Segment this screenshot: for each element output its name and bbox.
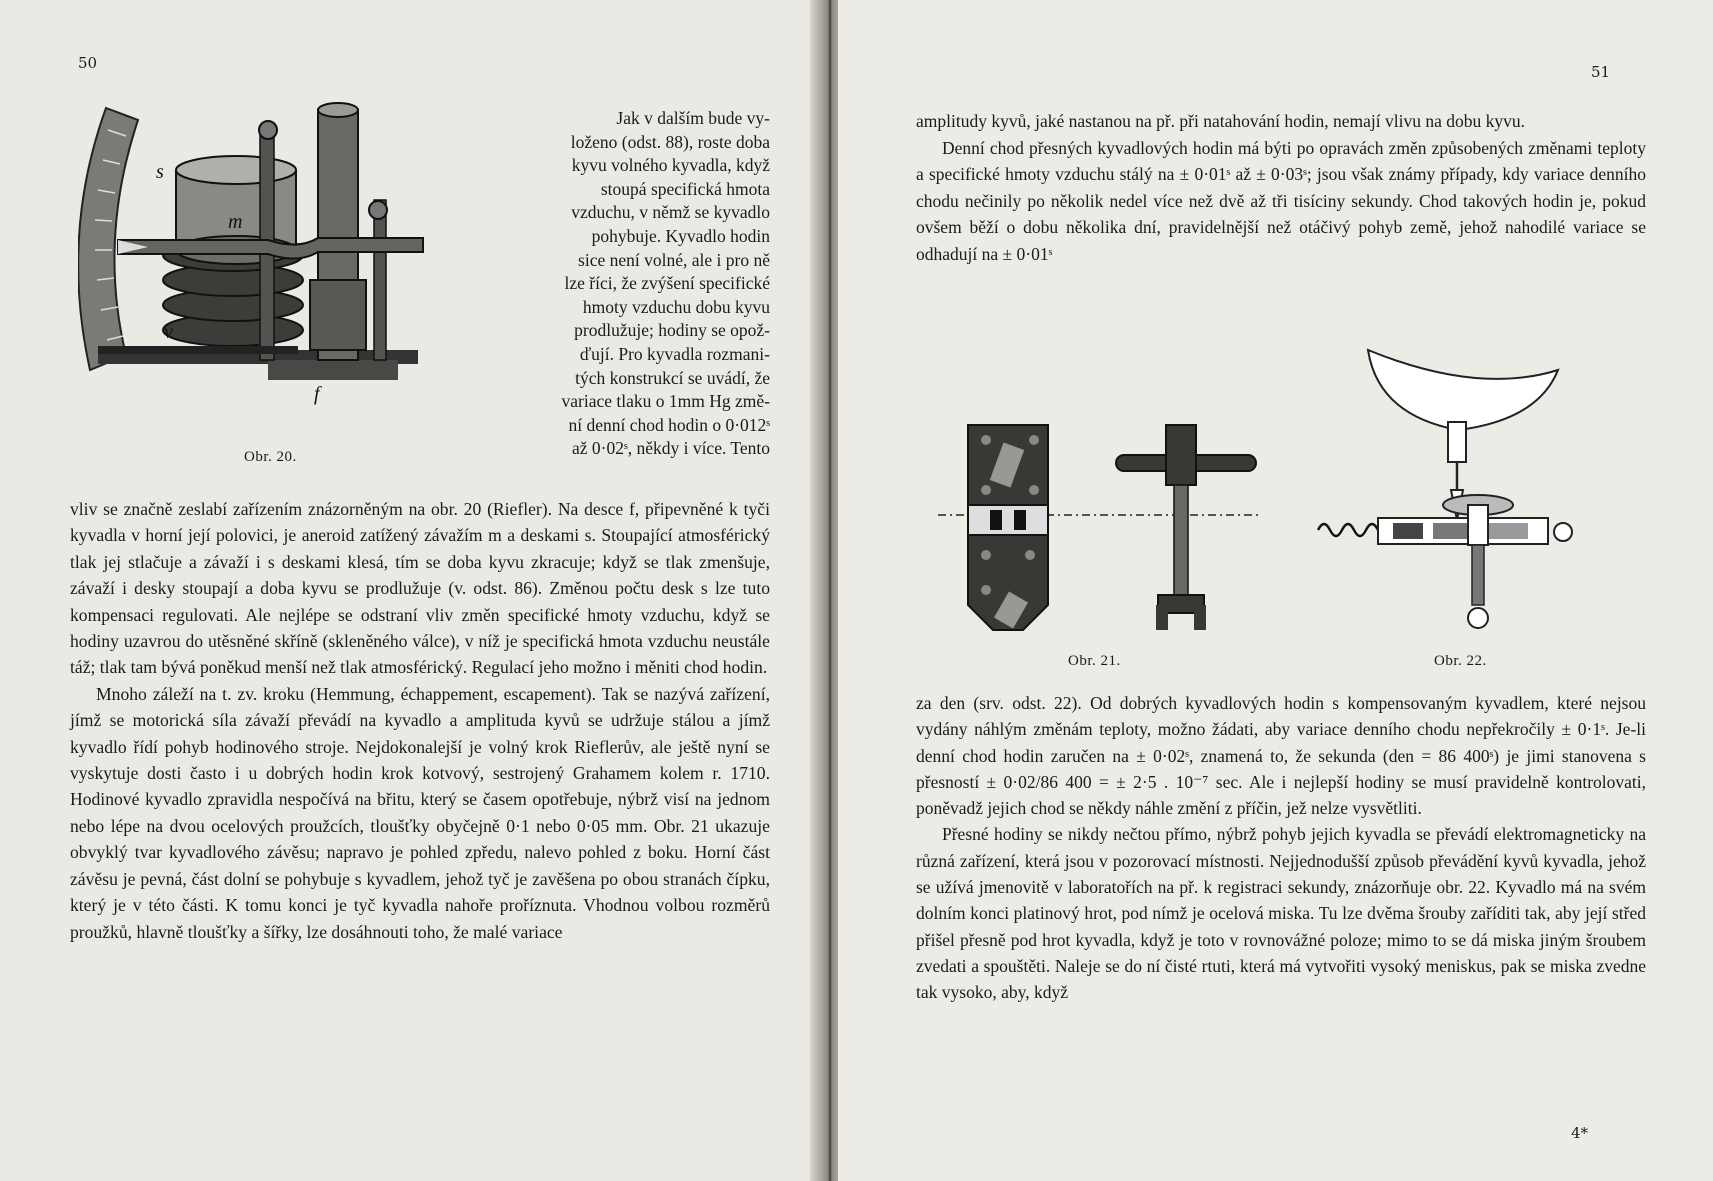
wrap-text-column <box>502 107 770 461</box>
wrap-line: vzduchu, v němž se kyvadlo <box>571 202 770 223</box>
wrap-line: hmoty vzduchu dobu kyvu <box>582 296 770 317</box>
wrap-line: sice není volné, ale i pro ně <box>578 249 770 270</box>
wrap-line: loženo (odst. 88), roste doba <box>570 131 770 152</box>
left-page <box>0 0 831 1181</box>
paragraph: vliv se značně zeslabí zařízením znázorněným na obr. 20 (Riefler). Na desce f, připevněné k tyči kyvadla v horní její polovici, je aneroid zatížený závažím m a deskami s. Stoupající atmosférický tlak jej stlačuje a závaží i s deskami klesá, tím se doba kyvu zkracuje; když se tlak zmenšuje, závaží i desky stoupají a doba kyvu se prodlužuje (v. odst. 86). Změnou počtu desk s lze tuto kompensaci regulovati. Ale nejlépe se odstraní vliv změn specifické hmoty vzduchu, když se hodiny uzavrou do utěsněné skříně (skleněného válce), v níž je specifická hmota vzduchu neustále táž; tlak tam bývá poněkud menší než tlak atmosférický. Regulací jeho možno i měniti chod hodin. <box>70 499 770 678</box>
wrap-line: ní denní chod hodin o 0·012ˢ <box>568 414 770 435</box>
wrap-line: stoupá specifická hmota <box>600 178 770 199</box>
wrap-line: kyvu volného kyvadla, když <box>571 155 770 176</box>
figure-22-caption: Obr. 22. <box>1434 653 1487 669</box>
wrap-line: tých konstrukcí se uvádí, že <box>575 367 770 388</box>
figure-20-aneroid-illustration <box>78 100 458 450</box>
page-number-left: 50 <box>78 54 98 72</box>
figure-21-caption: Obr. 21. <box>1068 653 1121 669</box>
label-v: v <box>164 321 173 343</box>
signature-mark: 4* <box>1571 1124 1589 1142</box>
wrap-line: lze říci, že zvýšení specifické <box>564 273 770 294</box>
wrap-line: ďují. Pro kyvadla rozmani- <box>579 343 770 364</box>
wrap-line: pohybuje. Kyvadlo hodin <box>591 225 770 246</box>
figure-22-mercury-contact <box>1308 340 1598 640</box>
right-page <box>838 0 1713 1181</box>
left-main-text <box>70 496 770 945</box>
label-f: f <box>314 383 320 405</box>
page-number-right: 51 <box>1591 63 1611 81</box>
wrap-line: variace tlaku o 1mm Hg změ- <box>561 391 770 412</box>
paragraph: za den (srv. odst. 22). Od dobrých kyvadlových hodin s kompensovaným kyvadlem, které nejsou vydány náhlým změnám teploty, možno žádati, aby variace denního chodu nepřekročily ± 0·1ˢ. Je-li denní chod hodin zaručen na ± 0·02ˢ, znamená to, že sekunda (den = 86 400ˢ) je jimi stanovena s přesností ± 0·02/86 400 = ± 2·5 . 10⁻⁷ sec. Ale i nejlepší hodiny se musí pravidelně kontrolovati, poněvadž jejich chod se někdy náhle změní z příčin, jež nelze vysvětliti. <box>916 693 1646 819</box>
right-top-text <box>916 108 1646 268</box>
wrap-line: prodlužuje; hodiny se opož- <box>574 320 770 341</box>
wrap-line: až 0·02ˢ, někdy i více. Tento <box>571 438 770 459</box>
label-m: m <box>228 211 243 233</box>
paragraph: Mnoho záleží na t. zv. kroku (Hemmung, échappement, escapement). Tak se nazývá zařízení, jímž se motorická síla závaží převádí na kyvadlo a amplituda kyvů se udržuje stálou a jímž kyvadlo řídí pohyb hodinového stroje. Nejdokonalejší je volný krok Rieflerův, ale ještě nyní se vyskytuje dosti často i u dobrých hodin krok kotvový, sestrojený Grahamem kolem r. 1710. Hodinové kyvadlo zpravidla nespočívá na břitu, který se časem opotřebuje, nýbrž visí na jednom nebo lépe na dvou ocelových proužcích, tloušťky obyčejně 0·1 nebo 0·05 mm. Obr. 21 ukazuje obvyklý tvar kyvadlového závěsu; napravo je pohled zpředu, nalevo pohled z boku. Horní část závěsu je pevná, část dolní se pohybuje s kyvadlem, jehož tyč je zavěšena po obou stranách čípku, který je v této části. K tomu konci je tyč kyvadla nahoře proříznuta. Vhodnou volbou rozměrů proužků, hlavně tloušťky a šířky, lze dosáhnouti toho, že malé variace <box>70 683 770 942</box>
figure-21-pendulum-suspension <box>938 420 1258 640</box>
label-s: s <box>156 161 164 183</box>
paragraph: Přesné hodiny se nikdy nečtou přímo, nýbrž pohyb jejich kyvadla se převádí elektromagneticky na různá zařízení, která jsou v pozorovací místnosti. Nejjednodušší způsob převádění kyvů kyvadla, jehož se užívá jmenovitě v laboratořích na př. k registraci sekundy, znázorňuje obr. 22. Kyvadlo má na svém dolním konci platinový hrot, pod nímž je ocelová miska. Tu lze dvěma šrouby zaříditi tak, aby její střed přišel přesně pod hrot kyvadla, když je toto v rovnovážné poloze; mimo to se dá miska jiným šroubem zvedati a spouštěti. Naleje se do ní čisté rtuti, která má vytvořiti vysoký meniskus, pak se miska zvedne tak vysoko, aby, když <box>916 824 1646 1003</box>
right-bottom-text <box>916 690 1646 1006</box>
wrap-line: Jak v dalším bude vy- <box>616 108 770 128</box>
paragraph: amplitudy kyvů, jaké nastanou na př. při natahování hodin, nemají vlivu na dobu kyvu. <box>916 111 1525 131</box>
paragraph: Denní chod přesných kyvadlových hodin má býti po opravách změn způsobených změnami teploty a specifické hmoty vzduchu stálý na ± 0·01ˢ až ± 0·03ˢ; jsou však známy případy, kdy variace denního chodu nečinily po několik nedel více než dvě až tři tisíciny sekundy. Chod takových hodin je, pokud ovšem běží o dobu několika dní, pravidelnější než otáčivý pohyb země, jehož nahodilé variace se odhadují na ± 0·01ˢ <box>916 137 1646 264</box>
figure-20-caption: Obr. 20. <box>244 449 297 465</box>
